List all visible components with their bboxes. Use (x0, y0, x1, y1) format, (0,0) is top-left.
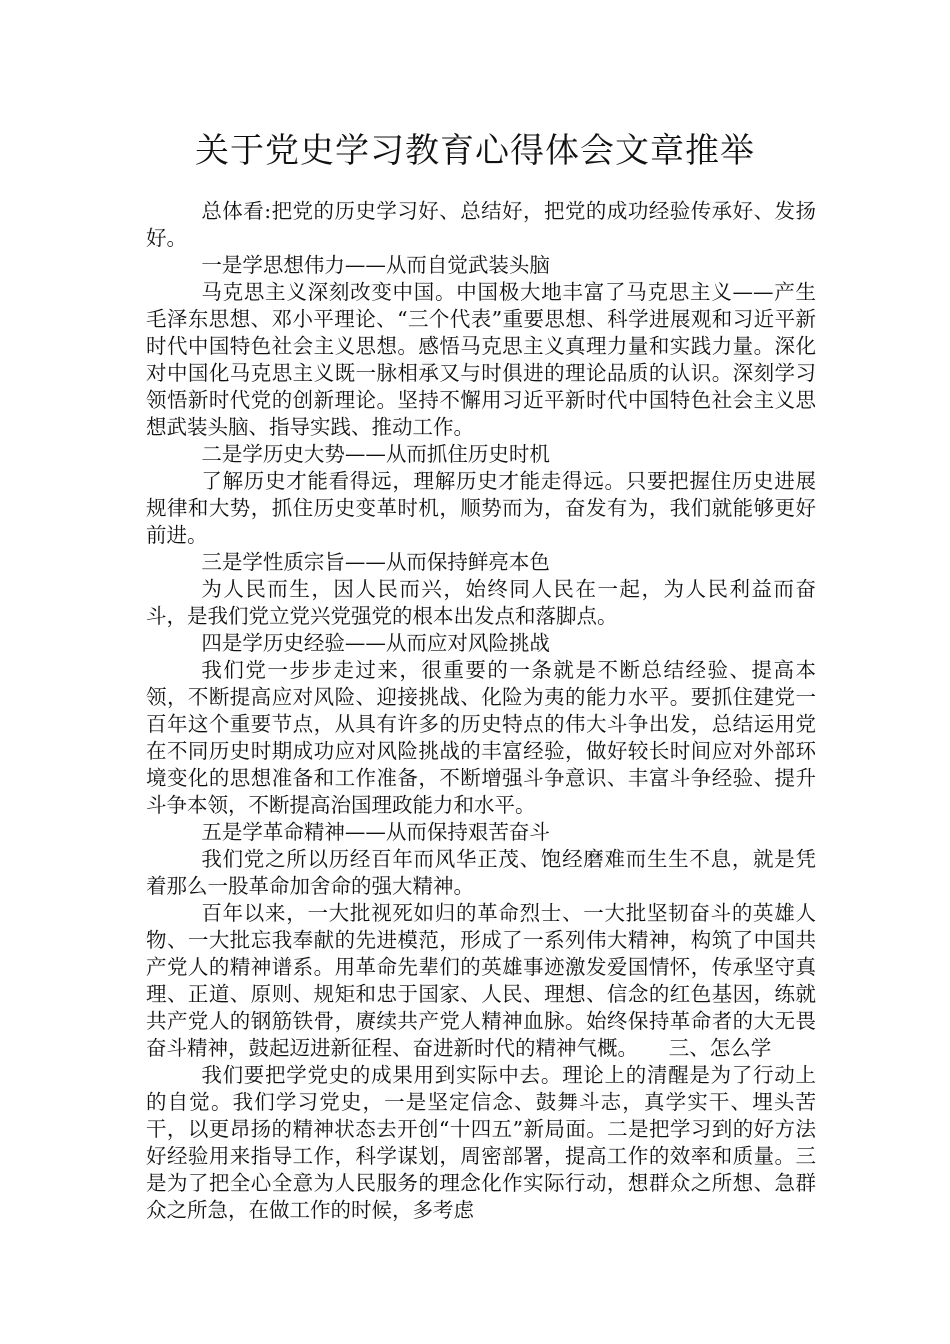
section-heading-5: 五是学革命精神——从而保持艰苦奋斗 (201, 820, 550, 844)
document-body (146, 198, 816, 1224)
body-paragraph: 我们党之所以历经百年而风华正茂、饱经磨难而生生不息，就是凭着那么一股革命加舍命的强大精神。 (146, 847, 816, 898)
body-paragraph: 了解历史才能看得远，理解历史才能走得远。只要把握住历史进展规律和大势，抓住历史变革时机，顺势而为，奋发有为，我们就能够更好前进。 (146, 469, 816, 547)
intro-paragraph: 总体看:把党的历史学习好、总结好，把党的成功经验传承好、发扬好。 (146, 199, 816, 250)
body-paragraph: 马克思主义深刻改变中国。中国极大地丰富了马克思主义——产生毛泽东思想、邓小平理论、“三个代表”重要思想、科学进展观和习近平新时代中国特色社会主义思想。感悟马克思主义真理力量和实践力量。深化对中国化马克思主义既一脉相承又与时俱进的理论品质的认识。深刻学习领悟新时代党的创新理论。坚持不懈用习近平新时代中国特色社会主义思想武装头脑、指导实践、推动工作。 (146, 280, 816, 439)
section-heading-2: 二是学历史大势——从而抓住历史时机 (201, 442, 550, 466)
document-title: 关于党史学习教育心得体会文章推举 (195, 131, 755, 171)
body-paragraph: 为人民而生，因人民而兴，始终同人民在一起，为人民利益而奋斗，是我们党立党兴党强党的根本出发点和落脚点。 (146, 577, 816, 628)
body-paragraph: 百年以来，一大批视死如归的革命烈士、一大批坚韧奋斗的英雄人物、一大批忘我奉献的先进模范，形成了一系列伟大精神，构筑了中国共产党人的精神谱系。用革命先辈们的英雄事迹激发爱国情怀，传承坚守真理、正道、原则、规矩和忠于国家、人民、理想、信念的红色基因，练就共产党人的钢筋铁骨，赓续共产党人精神血脉。始终保持革命者的大无畏奋斗精神，鼓起迈进新征程、奋进新时代的精神气概。 三、怎么学 (146, 901, 816, 1060)
body-paragraph: 我们要把学党史的成果用到实际中去。理论上的清醒是为了行动上的自觉。我们学习党史，一是坚定信念、鼓舞斗志，真学实干、埋头苦干，以更昂扬的精神状态去开创“十四五”新局面。二是把学习到的好方法好经验用来指导工作，科学谋划，周密部署，提高工作的效率和质量。三是为了把全心全意为人民服务的理念化作实际行动，想群众之所想、急群众之所急，在做工作的时候，多考虑 (146, 1063, 816, 1222)
body-paragraph: 我们党一步步走过来，很重要的一条就是不断总结经验、提高本领，不断提高应对风险、迎接挑战、化险为夷的能力水平。要抓住建党一百年这个重要节点，从具有许多的历史特点的伟大斗争出发，总结运用党在不同历史时期成功应对风险挑战的丰富经验，做好较长时间应对外部环境变化的思想准备和工作准备，不断增强斗争意识、丰富斗争经验、提升斗争本领，不断提高治国理政能力和水平。 (146, 658, 816, 817)
section-heading-4: 四是学历史经验——从而应对风险挑战 (201, 631, 550, 655)
section-heading-1: 一是学思想伟力——从而自觉武装头脑 (201, 253, 550, 277)
section-heading-3: 三是学性质宗旨——从而保持鲜亮本色 (201, 550, 550, 574)
